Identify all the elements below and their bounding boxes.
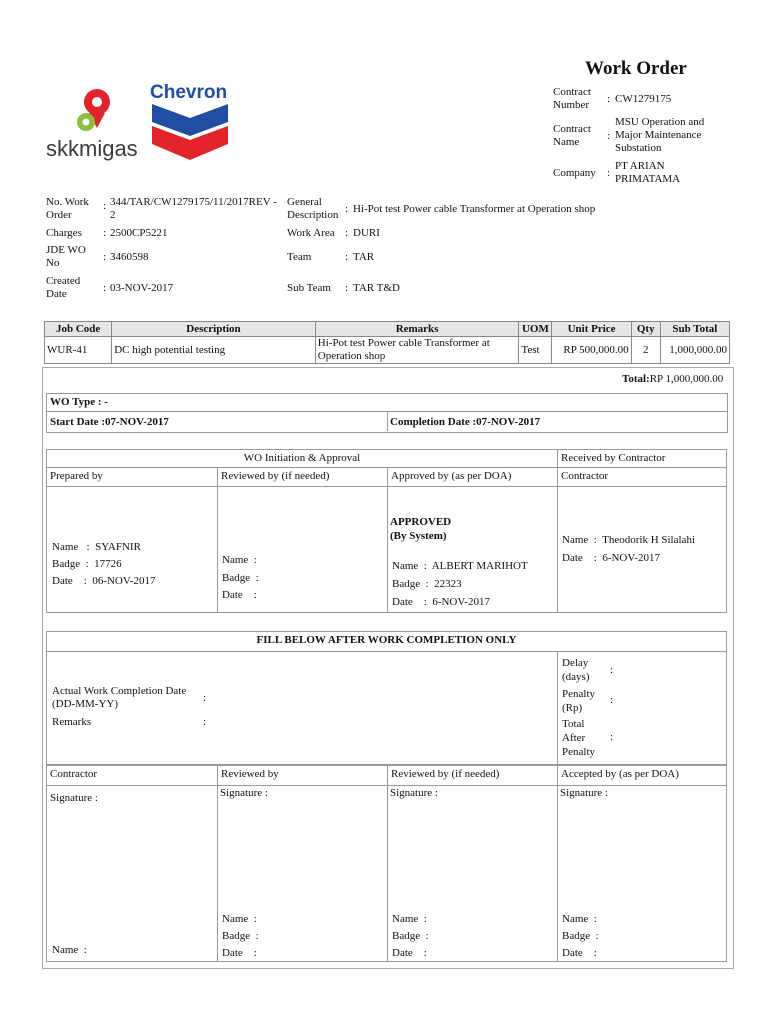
colon: :	[607, 130, 611, 142]
colon: :	[610, 694, 614, 706]
reviewed-by-header: Reviewed by (if needed)	[217, 467, 388, 487]
colon: :	[203, 692, 207, 704]
prepared-by-header: Prepared by	[46, 467, 218, 487]
col-description: Description	[112, 322, 316, 337]
total-after-penalty-label: Total After Penalty	[562, 718, 595, 758]
description-cell: DC high potential testing	[112, 337, 316, 364]
company-label: Company	[553, 167, 596, 179]
sig-accepted-header: Accepted by (as per DOA)	[557, 765, 727, 786]
approver-date: Date : 6-NOV-2017	[392, 596, 490, 608]
jde-wo-value: 3460598	[110, 251, 149, 263]
approved-status: APPROVED	[390, 516, 452, 528]
signature-label: Signature :	[50, 792, 98, 804]
unit-price-cell: RP 500,000.00	[552, 337, 631, 364]
colon: :	[103, 200, 107, 212]
reviewed-badge: Badge :	[222, 572, 259, 584]
colon: :	[103, 251, 107, 263]
col-remarks: Remarks	[315, 322, 519, 337]
team-label: Team	[287, 251, 312, 263]
chevron-logo	[150, 82, 230, 162]
sig-reviewed-needed-date: Date :	[392, 947, 427, 959]
start-date: Start Date :07-NOV-2017	[50, 416, 169, 428]
approver-name: Name : ALBERT MARIHOT	[392, 560, 528, 572]
contract-number-label: Contract Number	[553, 86, 591, 111]
contractor-name: Name : Theodorik H Silalahi	[562, 534, 695, 546]
sig-reviewed-badge: Badge :	[222, 930, 259, 942]
charges-value: 2500CP5221	[110, 227, 168, 239]
sig-reviewed-needed-name: Name :	[392, 913, 427, 925]
job-code-cell: WUR-41	[45, 337, 112, 364]
sig-accepted-badge: Badge :	[562, 930, 599, 942]
sig-reviewed-date: Date :	[222, 947, 257, 959]
prepared-name: Name : SYAFNIR	[52, 541, 141, 553]
delay-label: Delay (days)	[562, 657, 590, 683]
col-unit-price: Unit Price	[552, 322, 631, 337]
work-area-label: Work Area	[287, 227, 335, 239]
col-qty: Qty	[631, 322, 660, 337]
job-table	[44, 321, 730, 364]
completion-date: Completion Date :07-NOV-2017	[390, 416, 541, 428]
job-table-header-row	[45, 322, 730, 337]
table-row	[45, 337, 730, 364]
sig-accepted-name: Name :	[562, 913, 597, 925]
sig-reviewed-name: Name :	[222, 913, 257, 925]
remarks-cell: Hi-Pot test Power cable Transformer at Operation shop	[315, 337, 519, 364]
colon: :	[610, 664, 614, 676]
col-job-code: Job Code	[45, 322, 112, 337]
wo-type: WO Type : -	[50, 396, 108, 408]
sig-contractor-cell	[46, 785, 218, 962]
colon: :	[103, 227, 107, 239]
penalty-label: Penalty (Rp)	[562, 688, 595, 714]
uom-cell: Test	[519, 337, 552, 364]
signature-label: Signature :	[560, 787, 608, 799]
colon: :	[345, 282, 349, 294]
reviewed-name: Name :	[222, 554, 257, 566]
colon: :	[607, 93, 611, 105]
skkmigas-logo	[44, 80, 154, 162]
received-by-contractor-header: Received by Contractor	[557, 449, 727, 468]
completion-header: FILL BELOW AFTER WORK COMPLETION ONLY	[46, 631, 727, 652]
colon: :	[607, 167, 611, 179]
contract-number-value: CW1279175	[615, 93, 672, 105]
qty-cell: 2	[631, 337, 660, 364]
contractor-date: Date : 6-NOV-2017	[562, 552, 660, 564]
prepared-date: Date : 06-NOV-2017	[52, 575, 156, 587]
sig-contractor-name: Name :	[52, 944, 87, 956]
approved-by-system: (By System)	[390, 530, 447, 542]
skkmigas-wordmark: skkmigas	[46, 136, 138, 161]
sub-team-value: TAR T&D	[353, 282, 400, 294]
created-date-label: Created Date	[46, 275, 81, 300]
charges-label: Charges	[46, 227, 82, 239]
sig-reviewed-needed-badge: Badge :	[392, 930, 429, 942]
total-value: RP 1,000,000.00	[649, 373, 724, 385]
wo-initiation-header: WO Initiation & Approval	[46, 449, 558, 468]
colon: :	[103, 282, 107, 294]
contract-name-label: Contract Name	[553, 123, 591, 148]
company-value: PT ARIAN PRIMATAMA	[615, 160, 681, 185]
no-work-order-value: 344/TAR/CW1279175/11/2017REV - 2	[110, 196, 277, 221]
actual-completion-label: Actual Work Completion Date (DD-MM-YY)	[52, 685, 187, 710]
divider	[387, 411, 388, 431]
sub-team-label: Sub Team	[287, 282, 331, 294]
team-value: TAR	[353, 251, 375, 263]
prepared-badge: Badge : 17726	[52, 558, 122, 570]
colon: :	[610, 731, 614, 743]
colon: :	[345, 227, 349, 239]
sig-accepted-date: Date :	[562, 947, 597, 959]
approved-by-header: Approved by (as per DOA)	[387, 467, 558, 487]
col-uom: UOM	[519, 322, 552, 337]
no-work-order-label: No. Work Order	[46, 196, 89, 221]
remarks-label: Remarks	[52, 716, 92, 728]
created-date-value: 03-NOV-2017	[110, 282, 174, 294]
contract-name-value: MSU Operation and Major Maintenance Substation	[615, 116, 705, 154]
sub-total-cell: 1,000,000.00	[660, 337, 729, 364]
contractor-header: Contractor	[557, 467, 727, 487]
general-description-label: General Description	[287, 196, 339, 221]
sig-contractor-header: Contractor	[46, 765, 218, 786]
colon: :	[203, 716, 207, 728]
work-area-value: DURI	[353, 227, 380, 239]
sig-reviewed-needed-header: Reviewed by (if needed)	[387, 765, 558, 786]
page-title: Work Order	[585, 58, 687, 79]
jde-wo-label: JDE WO No	[46, 244, 86, 269]
approver-badge: Badge : 22323	[392, 578, 462, 590]
general-description-value: Hi-Pot test Power cable Transformer at Operation shop	[353, 203, 596, 215]
total-label: Total:RP 1,000,000.00	[622, 373, 724, 385]
signature-label: Signature :	[220, 787, 268, 799]
chevron-wordmark: Chevron	[150, 82, 228, 103]
reviewed-date: Date :	[222, 589, 257, 601]
sig-reviewed-header: Reviewed by	[217, 765, 388, 786]
colon: :	[345, 251, 349, 263]
col-sub-total: Sub Total	[660, 322, 729, 337]
colon: :	[345, 203, 349, 215]
signature-label: Signature :	[390, 787, 438, 799]
